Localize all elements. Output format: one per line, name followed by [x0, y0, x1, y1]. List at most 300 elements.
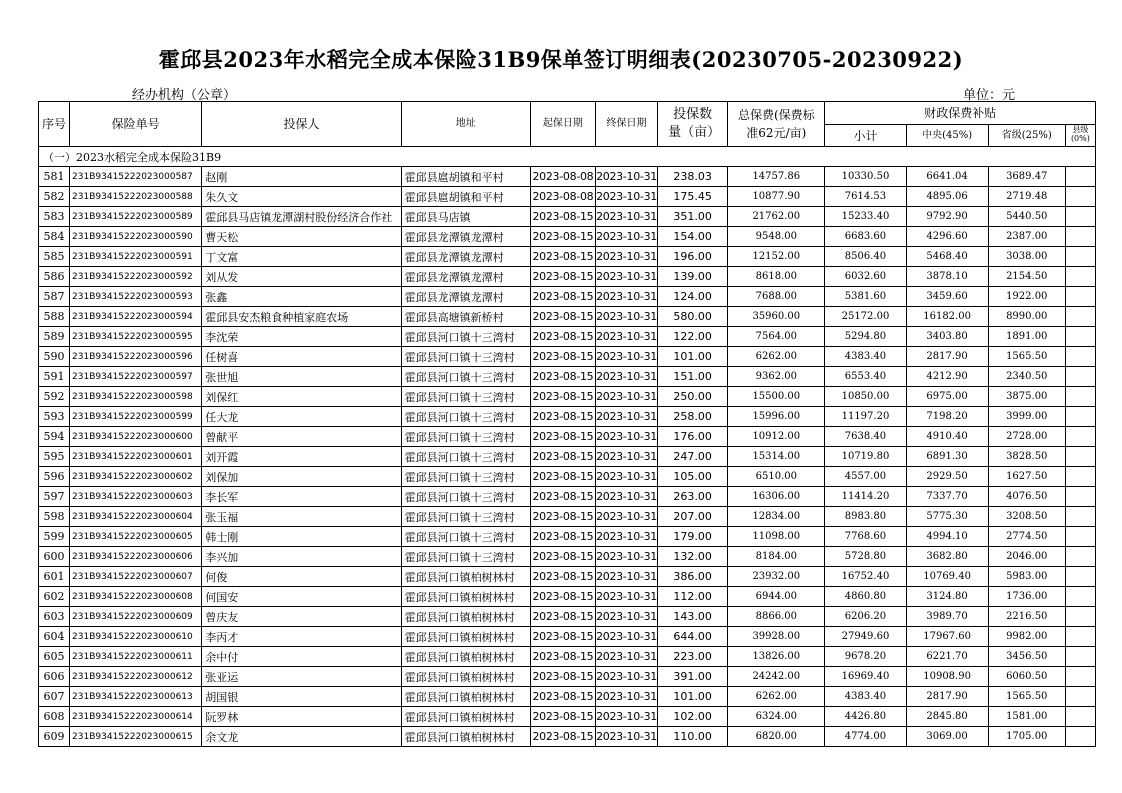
- cell-insured: 任树喜: [202, 347, 401, 367]
- table-row: [39, 567, 1096, 587]
- table-row: [39, 667, 1096, 687]
- cell-insured: 刘开霞: [202, 447, 401, 467]
- header-address: 地址: [401, 102, 530, 147]
- cell-policy-number: 231B93415222023000611: [70, 647, 202, 667]
- cell-insured: 余中付: [202, 647, 401, 667]
- header-insured: 投保人: [202, 102, 401, 147]
- cell-address: 霍邱县河口镇十三湾村: [401, 407, 530, 427]
- cell-seq: 591: [39, 367, 70, 387]
- header-county: 县级(0%): [1065, 125, 1095, 147]
- cell-address: 霍邱县河口镇十三湾村: [401, 367, 530, 387]
- table-row: [39, 467, 1096, 487]
- cell-total-premium: 10912.00: [728, 427, 825, 447]
- cell-subtotal: 9678.20: [825, 647, 906, 667]
- cell-end-date: 2023-10-31: [595, 227, 657, 247]
- cell-policy-number: 231B93415222023000615: [70, 727, 202, 747]
- table-row: [39, 607, 1096, 627]
- cell-policy-number: 231B93415222023000590: [70, 227, 202, 247]
- cell-policy-number: 231B93415222023000595: [70, 327, 202, 347]
- cell-provincial: 2216.50: [988, 607, 1065, 627]
- cell-central: 10908.90: [906, 667, 988, 687]
- cell-start-date: 2023-08-15: [530, 407, 595, 427]
- cell-provincial: 3456.50: [988, 647, 1065, 667]
- cell-insured: 何俊: [202, 567, 401, 587]
- header-central: 中央(45%): [906, 125, 988, 147]
- cell-end-date: 2023-10-31: [595, 547, 657, 567]
- cell-central: 4296.60: [906, 227, 988, 247]
- cell-seq: 593: [39, 407, 70, 427]
- table-row: [39, 347, 1096, 367]
- cell-central: 3403.80: [906, 327, 988, 347]
- cell-address: 霍邱县扈胡镇和平村: [401, 167, 530, 187]
- cell-provincial: 3689.47: [988, 167, 1065, 187]
- cell-end-date: 2023-10-31: [595, 667, 657, 687]
- cell-start-date: 2023-08-15: [530, 707, 595, 727]
- header-seq: 序号: [39, 102, 70, 147]
- cell-central: 4212.90: [906, 367, 988, 387]
- cell-quantity: 644.00: [658, 627, 728, 647]
- cell-seq: 592: [39, 387, 70, 407]
- cell-end-date: 2023-10-31: [595, 447, 657, 467]
- cell-policy-number: 231B93415222023000597: [70, 367, 202, 387]
- cell-county: [1065, 567, 1095, 587]
- cell-total-premium: 9362.00: [728, 367, 825, 387]
- table-row: [39, 207, 1096, 227]
- table-row: [39, 387, 1096, 407]
- cell-policy-number: 231B93415222023000602: [70, 467, 202, 487]
- cell-end-date: 2023-10-31: [595, 687, 657, 707]
- cell-seq: 581: [39, 167, 70, 187]
- cell-total-premium: 6262.00: [728, 687, 825, 707]
- cell-provincial: 1581.00: [988, 707, 1065, 727]
- table-row: [39, 307, 1096, 327]
- table-row: [39, 647, 1096, 667]
- cell-subtotal: 7614.53: [825, 187, 906, 207]
- cell-start-date: 2023-08-15: [530, 527, 595, 547]
- cell-quantity: 247.00: [658, 447, 728, 467]
- cell-start-date: 2023-08-15: [530, 227, 595, 247]
- cell-seq: 595: [39, 447, 70, 467]
- cell-provincial: 9982.00: [988, 627, 1065, 647]
- header-end-date: 终保日期: [595, 102, 657, 147]
- cell-subtotal: 10330.50: [825, 167, 906, 187]
- cell-provincial: 1565.50: [988, 347, 1065, 367]
- cell-subtotal: 6032.60: [825, 267, 906, 287]
- cell-insured: 李沈荣: [202, 327, 401, 347]
- cell-end-date: 2023-10-31: [595, 407, 657, 427]
- cell-policy-number: 231B93415222023000589: [70, 207, 202, 227]
- cell-total-premium: 7564.00: [728, 327, 825, 347]
- agency-label: 经办机构（公章）: [132, 88, 237, 103]
- cell-quantity: 386.00: [658, 567, 728, 587]
- cell-quantity: 196.00: [658, 247, 728, 267]
- cell-start-date: 2023-08-15: [530, 307, 595, 327]
- cell-provincial: 2387.00: [988, 227, 1065, 247]
- cell-central: 6641.04: [906, 167, 988, 187]
- cell-policy-number: 231B93415222023000592: [70, 267, 202, 287]
- table-row: [39, 227, 1096, 247]
- table-row: [39, 367, 1096, 387]
- cell-insured: 刘从发: [202, 267, 401, 287]
- cell-subtotal: 7768.60: [825, 527, 906, 547]
- cell-seq: 603: [39, 607, 70, 627]
- cell-total-premium: 24242.00: [728, 667, 825, 687]
- cell-subtotal: 8983.80: [825, 507, 906, 527]
- table-row: [39, 167, 1096, 187]
- cell-policy-number: 231B93415222023000614: [70, 707, 202, 727]
- cell-insured: 余文龙: [202, 727, 401, 747]
- cell-quantity: 391.00: [658, 667, 728, 687]
- cell-county: [1065, 487, 1095, 507]
- cell-address: 霍邱县河口镇十三湾村: [401, 547, 530, 567]
- cell-start-date: 2023-08-15: [530, 367, 595, 387]
- cell-seq: 596: [39, 467, 70, 487]
- header-subsidy-group: 财政保费补贴: [825, 102, 1096, 125]
- cell-address: 霍邱县河口镇柏树林村: [401, 627, 530, 647]
- cell-address: 霍邱县河口镇十三湾村: [401, 447, 530, 467]
- cell-provincial: 1627.50: [988, 467, 1065, 487]
- cell-county: [1065, 367, 1095, 387]
- cell-county: [1065, 167, 1095, 187]
- cell-total-premium: 35960.00: [728, 307, 825, 327]
- cell-quantity: 580.00: [658, 307, 728, 327]
- cell-end-date: 2023-10-31: [595, 367, 657, 387]
- cell-quantity: 102.00: [658, 707, 728, 727]
- cell-quantity: 258.00: [658, 407, 728, 427]
- cell-policy-number: 231B93415222023000606: [70, 547, 202, 567]
- cell-start-date: 2023-08-15: [530, 727, 595, 747]
- cell-central: 6221.70: [906, 647, 988, 667]
- header-start-date: 起保日期: [530, 102, 595, 147]
- cell-provincial: 2719.48: [988, 187, 1065, 207]
- cell-insured: 张玉福: [202, 507, 401, 527]
- cell-end-date: 2023-10-31: [595, 727, 657, 747]
- cell-total-premium: 14757.86: [728, 167, 825, 187]
- cell-county: [1065, 527, 1095, 547]
- cell-seq: 600: [39, 547, 70, 567]
- cell-address: 霍邱县扈胡镇和平村: [401, 187, 530, 207]
- cell-subtotal: 4774.00: [825, 727, 906, 747]
- cell-county: [1065, 227, 1095, 247]
- cell-end-date: 2023-10-31: [595, 267, 657, 287]
- cell-seq: 582: [39, 187, 70, 207]
- cell-quantity: 175.45: [658, 187, 728, 207]
- document-title: 霍邱县2023年水稻完全成本保险31B9保单签订明细表(20230705-20230922): [158, 47, 964, 72]
- cell-policy-number: 231B93415222023000587: [70, 167, 202, 187]
- cell-start-date: 2023-08-15: [530, 287, 595, 307]
- table-row: [39, 187, 1096, 207]
- cell-central: 5775.30: [906, 507, 988, 527]
- cell-provincial: 2340.50: [988, 367, 1065, 387]
- cell-start-date: 2023-08-15: [530, 427, 595, 447]
- cell-insured: 李丙才: [202, 627, 401, 647]
- cell-address: 霍邱县河口镇十三湾村: [401, 487, 530, 507]
- cell-central: 16182.00: [906, 307, 988, 327]
- cell-county: [1065, 307, 1095, 327]
- cell-end-date: 2023-10-31: [595, 587, 657, 607]
- cell-subtotal: 4383.40: [825, 347, 906, 367]
- table-row: [39, 407, 1096, 427]
- cell-total-premium: 6324.00: [728, 707, 825, 727]
- cell-address: 霍邱县河口镇柏树林村: [401, 687, 530, 707]
- cell-county: [1065, 287, 1095, 307]
- cell-address: 霍邱县龙潭镇龙潭村: [401, 247, 530, 267]
- cell-policy-number: 231B93415222023000598: [70, 387, 202, 407]
- cell-county: [1065, 507, 1095, 527]
- cell-end-date: 2023-10-31: [595, 247, 657, 267]
- cell-central: 3069.00: [906, 727, 988, 747]
- cell-central: 2845.80: [906, 707, 988, 727]
- cell-total-premium: 39928.00: [728, 627, 825, 647]
- cell-quantity: 263.00: [658, 487, 728, 507]
- cell-address: 霍邱县河口镇柏树林村: [401, 587, 530, 607]
- cell-subtotal: 6206.20: [825, 607, 906, 627]
- cell-insured: 张鑫: [202, 287, 401, 307]
- cell-quantity: 110.00: [658, 727, 728, 747]
- cell-end-date: 2023-10-31: [595, 707, 657, 727]
- cell-end-date: 2023-10-31: [595, 607, 657, 627]
- table-row: [39, 587, 1096, 607]
- cell-end-date: 2023-10-31: [595, 527, 657, 547]
- cell-policy-number: 231B93415222023000608: [70, 587, 202, 607]
- cell-quantity: 143.00: [658, 607, 728, 627]
- cell-provincial: 3038.00: [988, 247, 1065, 267]
- cell-seq: 597: [39, 487, 70, 507]
- cell-county: [1065, 667, 1095, 687]
- cell-provincial: 1565.50: [988, 687, 1065, 707]
- cell-policy-number: 231B93415222023000603: [70, 487, 202, 507]
- cell-quantity: 250.00: [658, 387, 728, 407]
- cell-subtotal: 4426.80: [825, 707, 906, 727]
- cell-insured: 曹天松: [202, 227, 401, 247]
- cell-quantity: 132.00: [658, 547, 728, 567]
- cell-county: [1065, 447, 1095, 467]
- cell-seq: 601: [39, 567, 70, 587]
- cell-end-date: 2023-10-31: [595, 327, 657, 347]
- policy-detail-table: [38, 101, 1096, 747]
- unit-label: 单位：元: [963, 88, 1016, 103]
- cell-total-premium: 15314.00: [728, 447, 825, 467]
- cell-quantity: 139.00: [658, 267, 728, 287]
- cell-address: 霍邱县高塘镇新桥村: [401, 307, 530, 327]
- cell-seq: 608: [39, 707, 70, 727]
- header-total-premium: 总保费(保费标准62元/亩): [728, 102, 825, 147]
- cell-seq: 589: [39, 327, 70, 347]
- cell-end-date: 2023-10-31: [595, 567, 657, 587]
- header-policy-number: 保险单号: [70, 102, 202, 147]
- table-row: [39, 287, 1096, 307]
- cell-total-premium: 15500.00: [728, 387, 825, 407]
- cell-insured: 何国安: [202, 587, 401, 607]
- cell-start-date: 2023-08-15: [530, 267, 595, 287]
- cell-county: [1065, 187, 1095, 207]
- cell-start-date: 2023-08-15: [530, 547, 595, 567]
- cell-county: [1065, 247, 1095, 267]
- cell-seq: 587: [39, 287, 70, 307]
- cell-address: 霍邱县河口镇十三湾村: [401, 467, 530, 487]
- cell-address: 霍邱县龙潭镇龙潭村: [401, 267, 530, 287]
- cell-seq: 590: [39, 347, 70, 367]
- cell-county: [1065, 347, 1095, 367]
- cell-total-premium: 8618.00: [728, 267, 825, 287]
- cell-seq: 594: [39, 427, 70, 447]
- cell-insured: 任大龙: [202, 407, 401, 427]
- cell-quantity: 122.00: [658, 327, 728, 347]
- cell-total-premium: 6510.00: [728, 467, 825, 487]
- cell-start-date: 2023-08-15: [530, 627, 595, 647]
- cell-start-date: 2023-08-15: [530, 587, 595, 607]
- cell-subtotal: 16969.40: [825, 667, 906, 687]
- cell-policy-number: 231B93415222023000600: [70, 427, 202, 447]
- cell-address: 霍邱县河口镇十三湾村: [401, 387, 530, 407]
- cell-county: [1065, 207, 1095, 227]
- cell-county: [1065, 607, 1095, 627]
- cell-seq: 585: [39, 247, 70, 267]
- table-row: [39, 247, 1096, 267]
- table-row: [39, 427, 1096, 447]
- cell-subtotal: 6553.40: [825, 367, 906, 387]
- cell-start-date: 2023-08-15: [530, 507, 595, 527]
- cell-policy-number: 231B93415222023000605: [70, 527, 202, 547]
- cell-policy-number: 231B93415222023000607: [70, 567, 202, 587]
- cell-central: 7337.70: [906, 487, 988, 507]
- cell-central: 10769.40: [906, 567, 988, 587]
- cell-central: 2817.90: [906, 347, 988, 367]
- cell-county: [1065, 627, 1095, 647]
- cell-central: 6891.30: [906, 447, 988, 467]
- cell-county: [1065, 387, 1095, 407]
- cell-central: 2929.50: [906, 467, 988, 487]
- cell-end-date: 2023-10-31: [595, 507, 657, 527]
- cell-seq: 605: [39, 647, 70, 667]
- cell-address: 霍邱县河口镇十三湾村: [401, 507, 530, 527]
- cell-start-date: 2023-08-15: [530, 327, 595, 347]
- cell-address: 霍邱县龙潭镇龙潭村: [401, 227, 530, 247]
- cell-subtotal: 5381.60: [825, 287, 906, 307]
- cell-address: 霍邱县河口镇柏树林村: [401, 707, 530, 727]
- cell-county: [1065, 587, 1095, 607]
- cell-subtotal: 6683.60: [825, 227, 906, 247]
- cell-provincial: 1891.00: [988, 327, 1065, 347]
- cell-quantity: 238.03: [658, 167, 728, 187]
- cell-insured: 李兴加: [202, 547, 401, 567]
- cell-end-date: 2023-10-31: [595, 167, 657, 187]
- cell-policy-number: 231B93415222023000599: [70, 407, 202, 427]
- cell-total-premium: 21762.00: [728, 207, 825, 227]
- cell-quantity: 154.00: [658, 227, 728, 247]
- cell-county: [1065, 707, 1095, 727]
- cell-end-date: 2023-10-31: [595, 467, 657, 487]
- cell-quantity: 223.00: [658, 647, 728, 667]
- cell-subtotal: 25172.00: [825, 307, 906, 327]
- cell-subtotal: 4557.00: [825, 467, 906, 487]
- cell-insured: 霍邱县安杰粮食种植家庭农场: [202, 307, 401, 327]
- cell-address: 霍邱县河口镇柏树林村: [401, 727, 530, 747]
- cell-total-premium: 11098.00: [728, 527, 825, 547]
- cell-total-premium: 6262.00: [728, 347, 825, 367]
- cell-policy-number: 231B93415222023000591: [70, 247, 202, 267]
- cell-address: 霍邱县马店镇: [401, 207, 530, 227]
- table-row: [39, 507, 1096, 527]
- header-provincial: 省级(25%): [988, 125, 1065, 147]
- cell-address: 霍邱县龙潭镇龙潭村: [401, 287, 530, 307]
- cell-policy-number: 231B93415222023000596: [70, 347, 202, 367]
- cell-provincial: 4076.50: [988, 487, 1065, 507]
- cell-county: [1065, 327, 1095, 347]
- cell-county: [1065, 687, 1095, 707]
- cell-insured: 张世旭: [202, 367, 401, 387]
- cell-insured: 曾献平: [202, 427, 401, 447]
- cell-provincial: 2154.50: [988, 267, 1065, 287]
- cell-start-date: 2023-08-15: [530, 487, 595, 507]
- cell-quantity: 176.00: [658, 427, 728, 447]
- cell-policy-number: 231B93415222023000593: [70, 287, 202, 307]
- cell-insured: 韩士刚: [202, 527, 401, 547]
- cell-address: 霍邱县河口镇十三湾村: [401, 347, 530, 367]
- cell-start-date: 2023-08-15: [530, 387, 595, 407]
- cell-subtotal: 4383.40: [825, 687, 906, 707]
- cell-total-premium: 12152.00: [728, 247, 825, 267]
- cell-end-date: 2023-10-31: [595, 187, 657, 207]
- table-row: [39, 707, 1096, 727]
- cell-seq: 602: [39, 587, 70, 607]
- cell-start-date: 2023-08-15: [530, 247, 595, 267]
- cell-quantity: 179.00: [658, 527, 728, 547]
- cell-provincial: 3999.00: [988, 407, 1065, 427]
- cell-policy-number: 231B93415222023000594: [70, 307, 202, 327]
- cell-end-date: 2023-10-31: [595, 307, 657, 327]
- cell-address: 霍邱县河口镇柏树林村: [401, 607, 530, 627]
- cell-total-premium: 10877.90: [728, 187, 825, 207]
- cell-quantity: 101.00: [658, 347, 728, 367]
- cell-total-premium: 6944.00: [728, 587, 825, 607]
- table-row: [39, 687, 1096, 707]
- table-row: [39, 527, 1096, 547]
- cell-end-date: 2023-10-31: [595, 647, 657, 667]
- cell-start-date: 2023-08-15: [530, 687, 595, 707]
- cell-central: 3682.80: [906, 547, 988, 567]
- cell-subtotal: 5728.80: [825, 547, 906, 567]
- cell-start-date: 2023-08-15: [530, 567, 595, 587]
- cell-end-date: 2023-10-31: [595, 427, 657, 447]
- cell-central: 3878.10: [906, 267, 988, 287]
- cell-provincial: 5440.50: [988, 207, 1065, 227]
- cell-county: [1065, 427, 1095, 447]
- cell-insured: 曾庆友: [202, 607, 401, 627]
- cell-insured: 霍邱县马店镇龙潭湖村股份经济合作社: [202, 207, 401, 227]
- cell-county: [1065, 547, 1095, 567]
- cell-seq: 598: [39, 507, 70, 527]
- cell-central: 4895.06: [906, 187, 988, 207]
- cell-end-date: 2023-10-31: [595, 487, 657, 507]
- cell-start-date: 2023-08-08: [530, 187, 595, 207]
- cell-provincial: 3208.50: [988, 507, 1065, 527]
- cell-central: 4994.10: [906, 527, 988, 547]
- cell-central: 5468.40: [906, 247, 988, 267]
- cell-policy-number: 231B93415222023000612: [70, 667, 202, 687]
- cell-address: 霍邱县河口镇柏树林村: [401, 567, 530, 587]
- cell-insured: 张亚运: [202, 667, 401, 687]
- cell-address: 霍邱县河口镇柏树林村: [401, 647, 530, 667]
- section-label: （一）2023水稻完全成本保险31B9: [39, 147, 1096, 167]
- cell-total-premium: 13826.00: [728, 647, 825, 667]
- cell-seq: 588: [39, 307, 70, 327]
- cell-insured: 朱久文: [202, 187, 401, 207]
- table-row: [39, 547, 1096, 567]
- cell-subtotal: 8506.40: [825, 247, 906, 267]
- cell-central: 3124.80: [906, 587, 988, 607]
- cell-total-premium: 8866.00: [728, 607, 825, 627]
